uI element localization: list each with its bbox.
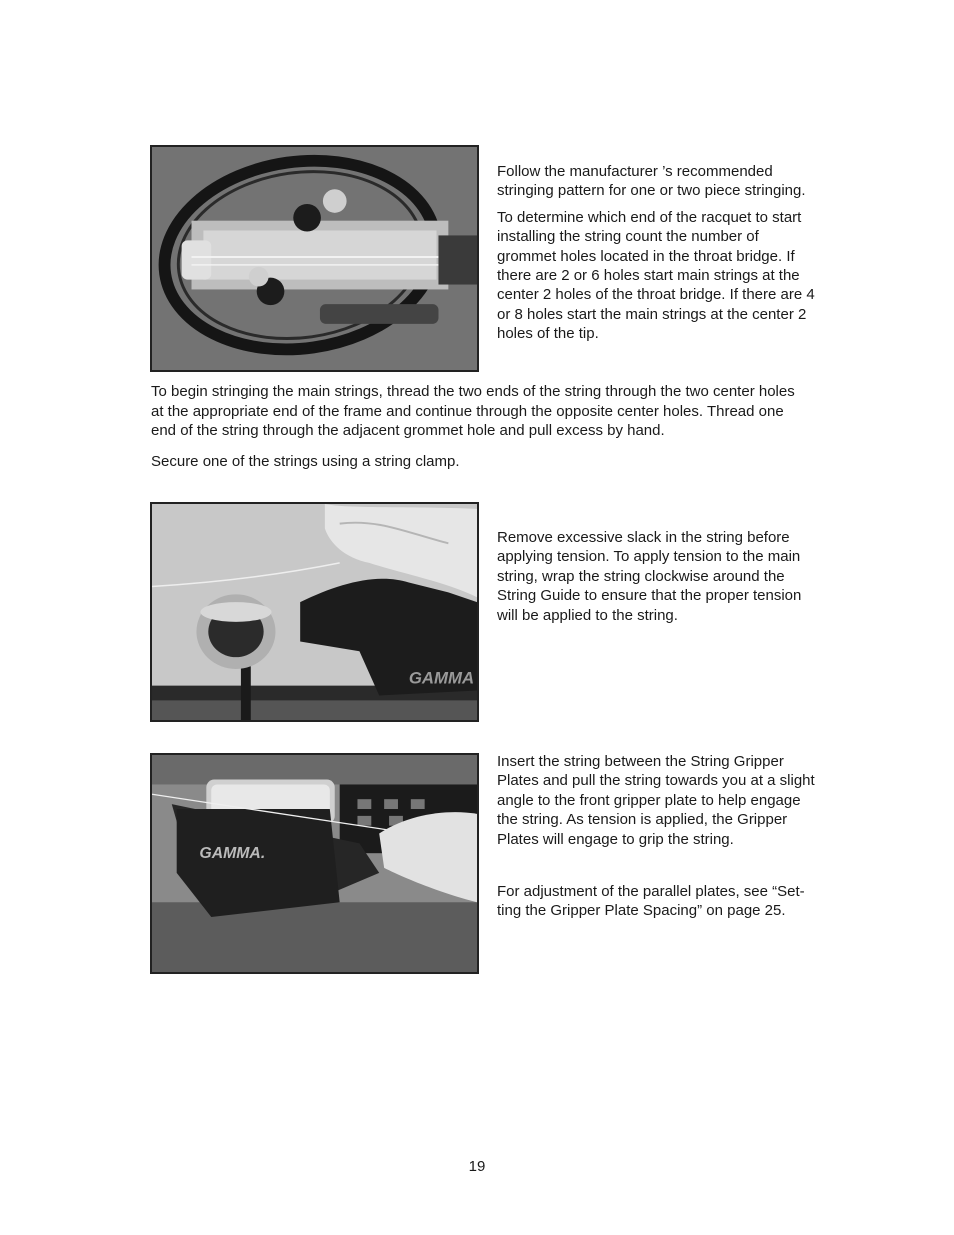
gripper-insert-paragraph: Insert the string between the String Gripper Plates and pull the string towards you at a slight angle to the front gripper plate to help engage the string. As tension is applied, the Gripper Plates will engage to grip the string. bbox=[497, 753, 815, 848]
slack-removal-text bbox=[497, 528, 819, 632]
plate-adjustment-paragraph: For adjustment of the parallel plates, see “Set- ting the Gripper Plate Spacing” on page 25. bbox=[497, 883, 805, 920]
start-end-paragraph: To determine which end of the racquet to start installing the string count the number of grommet holes located in the throat bridge. If there are 2 or 6 holes start main strings at the center 2 holes of the throat bridge. If there are 4 or 8 holes start the main strings at the center 2 holes of the tip. bbox=[497, 208, 815, 343]
stringing-pattern-text bbox=[497, 162, 817, 351]
gripper-plates-photo bbox=[150, 753, 479, 974]
stringing-pattern-paragraph: Follow the manufacturer ’s recommended stringing pattern for one or two piece stringing. bbox=[497, 163, 806, 200]
string-guide-photo bbox=[150, 502, 479, 722]
plate-adjustment-text bbox=[497, 882, 819, 928]
string-clamp-paragraph: Secure one of the strings using a string clamp. bbox=[151, 453, 460, 470]
gripper-insert-text bbox=[497, 752, 819, 856]
gamma-logo-text: GAMMA bbox=[408, 668, 475, 688]
main-strings-paragraph: To begin stringing the main strings, thread the two ends of the string through the two center holes at the appropriate end of the frame and continue through the opposite center holes. Thread one end of the string through the adjacent grommet hole and pull excess by hand. bbox=[151, 383, 795, 440]
gamma-logo-text: GAMMA. bbox=[199, 845, 266, 863]
racquet-mounting-photo bbox=[150, 145, 479, 372]
page-number: 19 bbox=[468, 1158, 486, 1175]
slack-removal-paragraph: Remove excessive slack in the string before applying tension. To apply tension to the main string, wrap the string clockwise around the String Guide to ensure that the proper tension will be applied to the string. bbox=[497, 529, 802, 624]
